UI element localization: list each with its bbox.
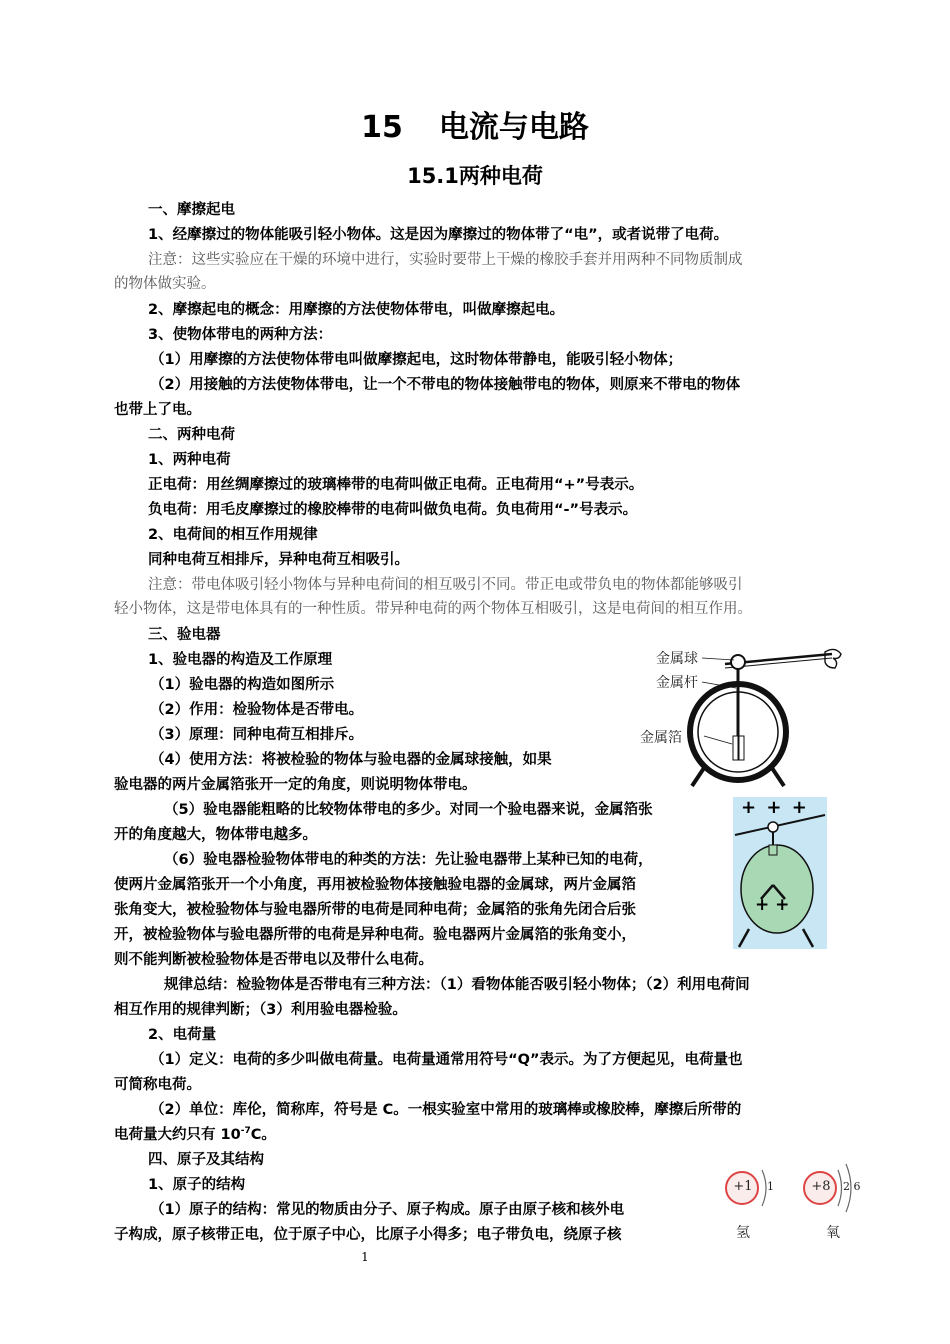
- paragraph-line: 开，被检验物体与验电器所带的电荷是异种电荷。验电器两片金属箔的张角变小，: [114, 927, 636, 943]
- chapter-number: 15: [361, 110, 403, 145]
- paragraph-line: 正电荷：用丝绸摩擦过的玻璃棒带的电荷叫做正电荷。正电荷用“+”号表示。: [148, 477, 644, 493]
- paragraph-line: 张角变大，被检验物体与验电器所带的电荷是同种电荷；金属箔的张角先闭合后张: [114, 902, 636, 918]
- paragraph-line: 相互作用的规律判断；（3）利用验电器检验。: [114, 1002, 407, 1018]
- paragraph-line: 开的角度越大，物体带电越多。: [114, 827, 317, 843]
- note-line: 注意：这些实验应在干燥的环境中进行，实验时要带上干燥的橡胶手套并用两种不同物质制成: [148, 252, 743, 268]
- paragraph-line: （4）使用方法：将被检验的物体与验电器的金属球接触，如果: [150, 752, 552, 768]
- charged-electroscope-diagram: [733, 797, 827, 949]
- paragraph-line: 1、原子的结构: [148, 1177, 246, 1193]
- paragraph-line: 规律总结：检验物体是否带电有三种方法：（1）看物体能否吸引轻小物体；（2）利用电荷间: [164, 977, 750, 993]
- heading-2: 二、两种电荷: [148, 427, 235, 443]
- paragraph-line: （1）定义：电荷的多少叫做电荷量。电荷量通常用符号“Q”表示。为了方便起见，电荷量也: [150, 1052, 743, 1068]
- label-metal-rod: 金属杆: [656, 675, 698, 691]
- paragraph-line: （2）单位：库伦，简称库，符号是 C。一根实验室中常用的玻璃棒或橡胶棒，摩擦后所带的: [150, 1102, 742, 1118]
- note-line: 轻小物体，这是带电体具有的一种性质。带异种电荷的两个物体互相吸引，这是电荷间的相互作用。: [114, 601, 752, 617]
- paragraph-line: 验电器的两片金属箔张开一定的角度，则说明物体带电。: [114, 777, 477, 793]
- heading-3: 三、验电器: [148, 627, 221, 643]
- paragraph-line: （3）原理：同种电荷互相排斥。: [150, 727, 364, 743]
- heading-4: 四、原子及其结构: [148, 1152, 264, 1168]
- paragraph-line: 1、经摩擦过的物体能吸引轻小物体。这是因为摩擦过的物体带了“电”，或者说带了电荷。: [148, 227, 729, 243]
- paragraph-line: 2、摩擦起电的概念：用摩擦的方法使物体带电，叫做摩擦起电。: [148, 302, 565, 318]
- charged-electroscope-svg: [733, 797, 827, 949]
- hydrogen-nucleus: +1: [733, 1179, 753, 1194]
- chapter-name: 电流与电路: [438, 110, 589, 145]
- charge-exponent: -7: [240, 1126, 251, 1137]
- oxygen-shell: 2 6: [843, 1180, 861, 1193]
- charge-text: 电荷量大约只有 10: [114, 1127, 241, 1143]
- chapter-title: [0, 102, 950, 146]
- paragraph-line: 同种电荷互相排斥，异种电荷互相吸引。: [148, 552, 409, 568]
- oxygen-label: 氧: [826, 1225, 840, 1241]
- paragraph-line: 则不能判断被检验物体是否带电以及带什么电荷。: [114, 952, 433, 968]
- paragraph-line: 2、电荷间的相互作用规律: [148, 527, 318, 543]
- paragraph-line: （6）验电器检验物体带电的种类的方法：先让验电器带上某种已知的电荷，: [164, 852, 653, 868]
- heading-1: 一、摩擦起电: [148, 202, 235, 218]
- paragraph-line: 使两片金属箔张开一个小角度，再用被检验物体接触验电器的金属球，两片金属箔: [114, 877, 636, 893]
- positive-charges-top: + + +: [741, 797, 809, 818]
- paragraph-line: 1、两种电荷: [148, 452, 231, 468]
- paragraph-line: （2）作用：检验物体是否带电。: [150, 702, 364, 718]
- paragraph-line: 2、电荷量: [148, 1027, 217, 1043]
- page-number: 1: [361, 1250, 369, 1264]
- paragraph-line: （1）用摩擦的方法使物体带电叫做摩擦起电，这时物体带静电，能吸引轻小物体；: [150, 352, 683, 368]
- oxygen-nucleus: +8: [811, 1179, 831, 1194]
- paragraph-line: （1）验电器的构造如图所示: [150, 677, 335, 693]
- positive-charges-foil: + +: [755, 895, 790, 915]
- paragraph-line: [114, 1125, 276, 1145]
- label-metal-foil: 金属箔: [640, 730, 682, 746]
- label-metal-ball: 金属球: [656, 651, 698, 667]
- note-line: 的物体做实验。: [114, 276, 216, 292]
- paragraph-line: 可简称电荷。: [114, 1077, 201, 1093]
- paragraph-line: 1、验电器的构造及工作原理: [148, 652, 333, 668]
- paragraph-line: 也带上了电。: [114, 402, 201, 418]
- paragraph-line: （1）原子的结构：常见的物质由分子、原子构成。原子由原子核和核外电: [150, 1202, 625, 1218]
- hydrogen-shell: 1: [767, 1180, 774, 1193]
- paragraph-line: （2）用接触的方法使物体带电，让一个不带电的物体接触带电的物体，则原来不带电的物体: [150, 377, 741, 393]
- paragraph-line: 负电荷：用毛皮摩擦过的橡胶棒带的电荷叫做负电荷。负电荷用“-”号表示。: [148, 502, 638, 518]
- paragraph-line: 子构成，原子核带正电，位于原子中心，比原子小得多；电子带负电，绕原子核: [114, 1227, 622, 1243]
- hydrogen-label: 氢: [736, 1225, 750, 1241]
- section-title: 15.1两种电荷: [407, 164, 543, 188]
- paragraph-line: （5）验电器能粗略的比较物体带电的多少。对同一个验电器来说，金属箔张: [164, 802, 653, 818]
- charge-unit: C。: [250, 1127, 276, 1143]
- note-line: 注意：带电体吸引轻小物体与异种电荷间的相互吸引不同。带正电或带负电的物体都能够吸引: [148, 577, 743, 593]
- paragraph-line: 3、使物体带电的两种方法：: [148, 327, 333, 343]
